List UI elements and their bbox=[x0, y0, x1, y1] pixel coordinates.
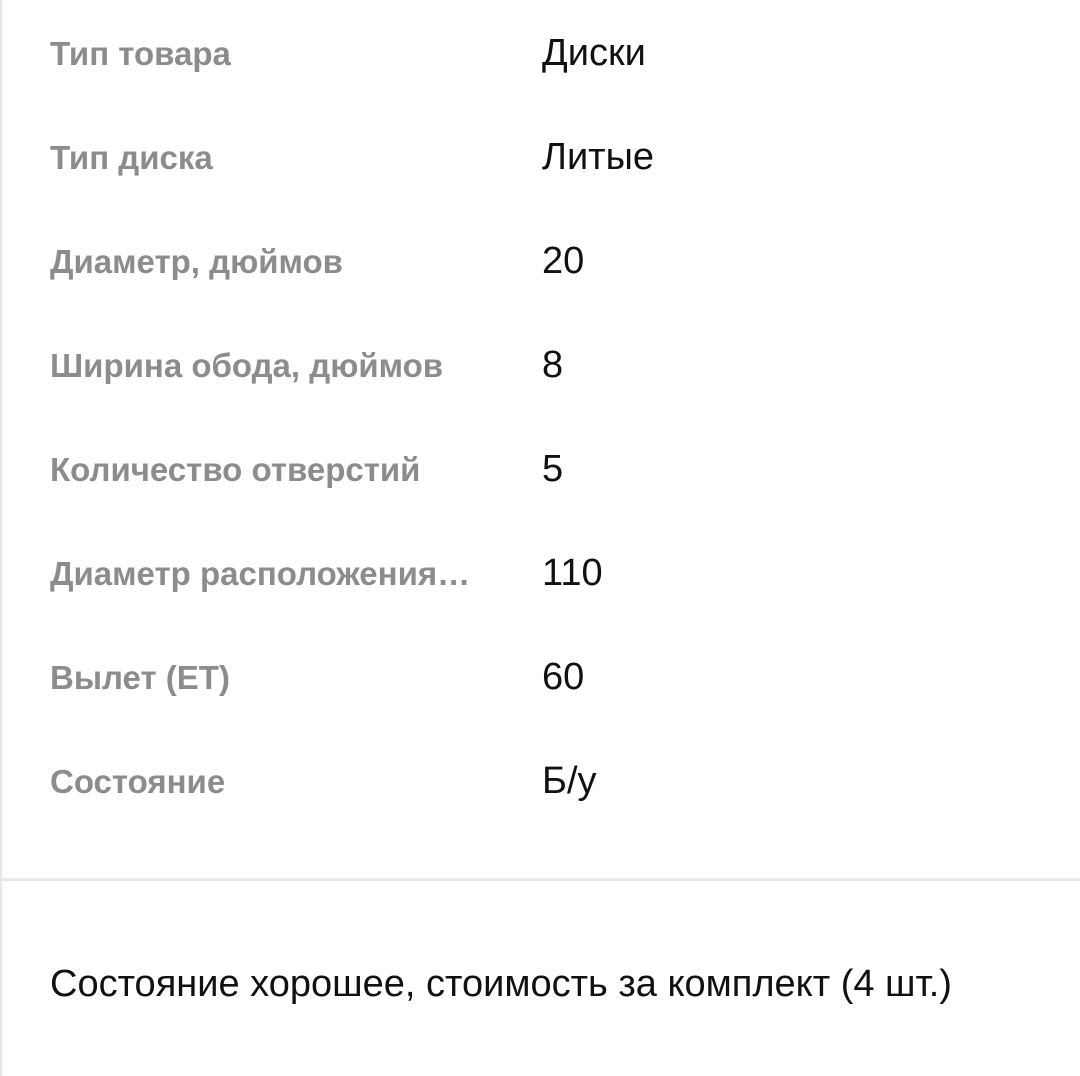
spec-label: Ширина обода, дюймов bbox=[50, 347, 444, 384]
spec-value: Литые bbox=[542, 136, 655, 178]
spec-label: Количество отверстий bbox=[50, 451, 421, 488]
spec-row-condition bbox=[50, 752, 1050, 812]
listing-description: Состояние хорошее, стоимость за комплект (4 шт.) bbox=[50, 963, 952, 1005]
spec-label: Состояние bbox=[50, 763, 226, 800]
spec-value: 5 bbox=[542, 448, 564, 490]
section-divider bbox=[2, 878, 1080, 881]
spec-value: 8 bbox=[542, 344, 564, 386]
spec-value: Диски bbox=[542, 32, 646, 74]
spec-row-diameter bbox=[50, 232, 1050, 292]
spec-row-rim-width bbox=[50, 336, 1050, 396]
spec-value: Б/у bbox=[542, 760, 597, 802]
spec-label: Тип товара bbox=[50, 35, 231, 72]
spec-value: 60 bbox=[542, 656, 585, 698]
spec-value: 110 bbox=[542, 552, 603, 594]
spec-row-offset bbox=[50, 648, 1050, 708]
spec-label: Диаметр, дюймов bbox=[50, 243, 343, 280]
spec-row-bolt-count bbox=[50, 440, 1050, 500]
spec-value: 20 bbox=[542, 240, 585, 282]
spec-row-bolt-pattern bbox=[50, 544, 1050, 604]
spec-row-disc-type bbox=[50, 128, 1050, 188]
spec-label: Вылет (ET) bbox=[50, 659, 230, 696]
spec-label: Тип диска bbox=[50, 139, 213, 176]
spec-label: Диаметр расположения… bbox=[50, 555, 471, 592]
spec-row-product-type bbox=[50, 24, 1050, 84]
